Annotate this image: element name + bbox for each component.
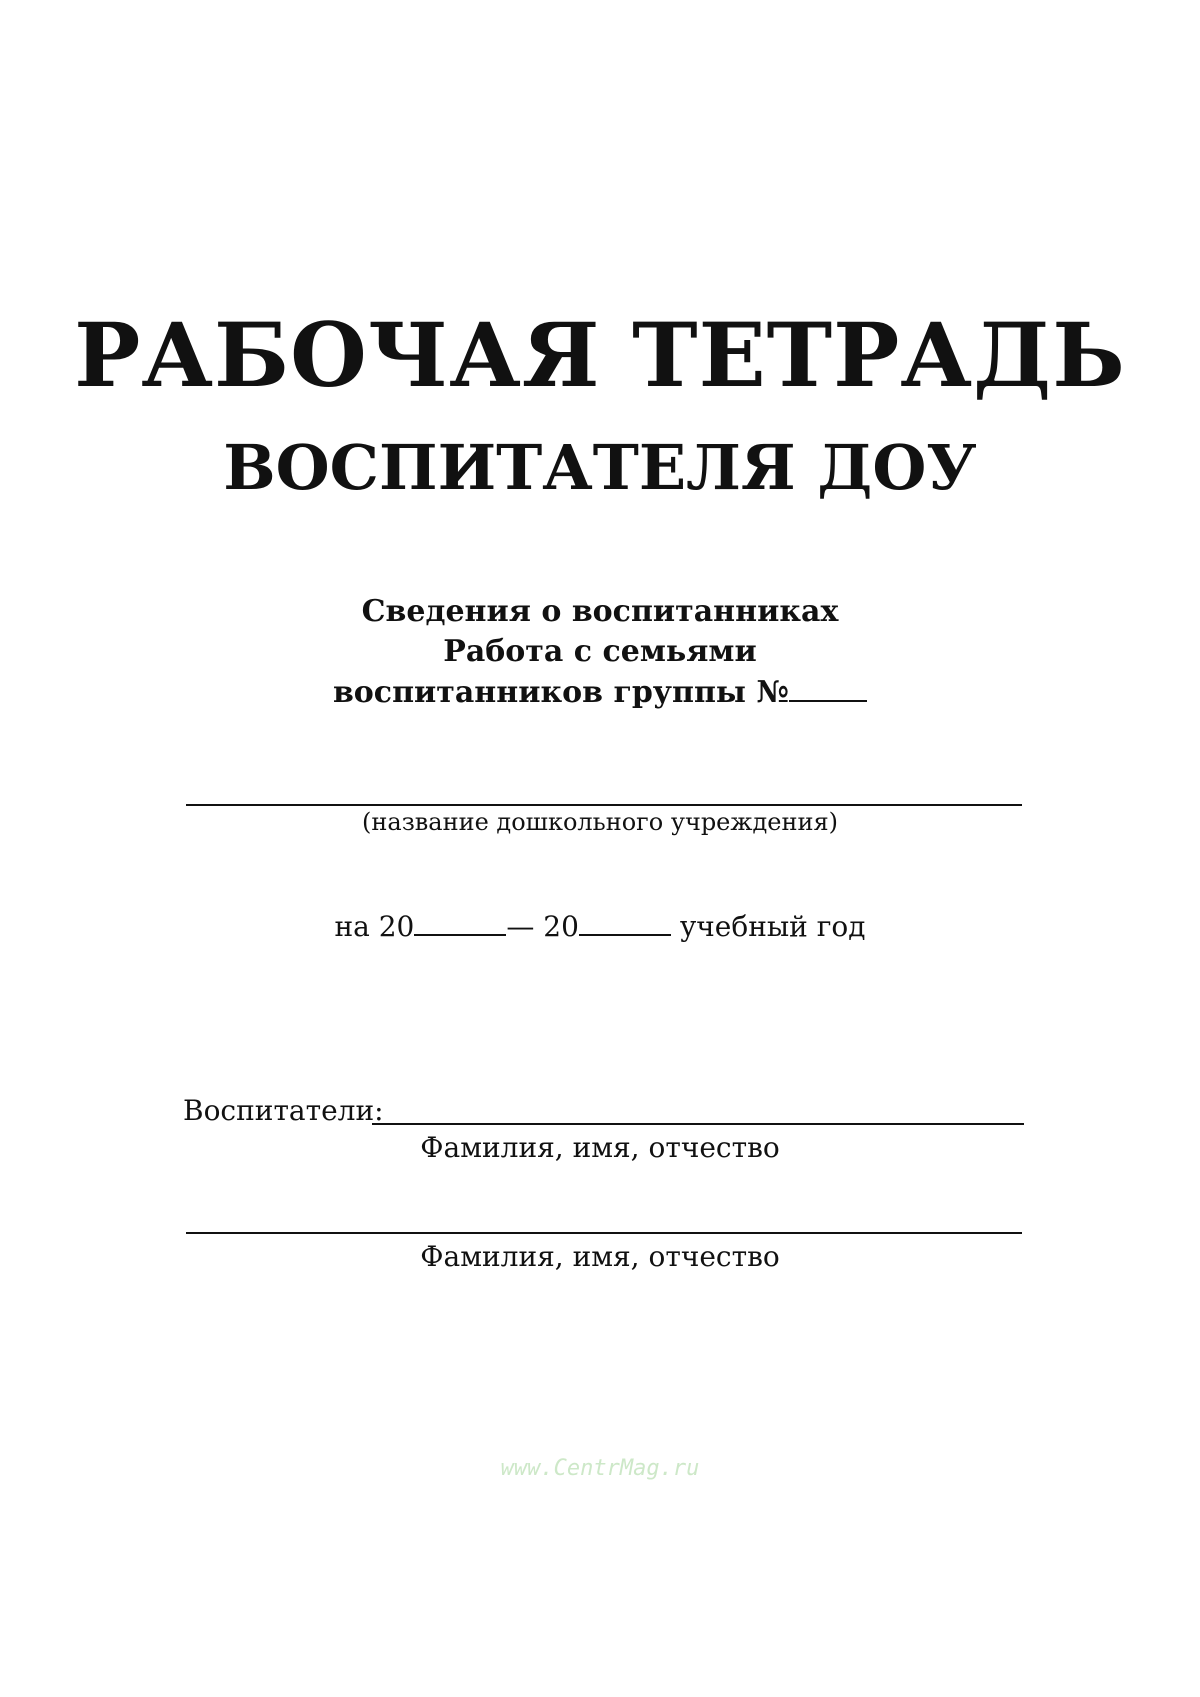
institution-name-line <box>186 804 1022 806</box>
document-subtitle: ВОСПИТАТЕЛЯ ДОУ <box>223 431 977 504</box>
watermark: www.CentrMag.ru <box>500 1456 700 1481</box>
description-line-3 <box>0 672 1200 713</box>
description-line-2: Работа с семьями <box>443 634 757 669</box>
document-title: РАБОЧАЯ ТЕТРАДЬ <box>74 303 1126 407</box>
educator-1-line <box>372 1123 1024 1125</box>
educator-2-line <box>186 1232 1022 1234</box>
group-number-blank <box>789 672 867 702</box>
school-year-middle: — 20 <box>506 910 579 943</box>
school-year-suffix: учебный год <box>679 910 866 943</box>
group-number-label: воспитанников группы № <box>332 675 790 710</box>
document-description <box>0 592 1200 713</box>
educators-label: Воспитатели: <box>183 1094 384 1127</box>
educator-2-caption: Фамилия, имя, отчество <box>420 1240 780 1273</box>
institution-name-caption: (название дошкольного учреждения) <box>362 808 838 836</box>
educator-1-caption: Фамилия, имя, отчество <box>420 1131 780 1164</box>
school-year-prefix: на 20 <box>334 910 415 943</box>
school-year-row <box>0 906 1200 945</box>
description-line-1: Сведения о воспитанниках <box>361 594 839 629</box>
school-year-end-blank <box>579 906 671 936</box>
school-year-start-blank <box>414 906 506 936</box>
